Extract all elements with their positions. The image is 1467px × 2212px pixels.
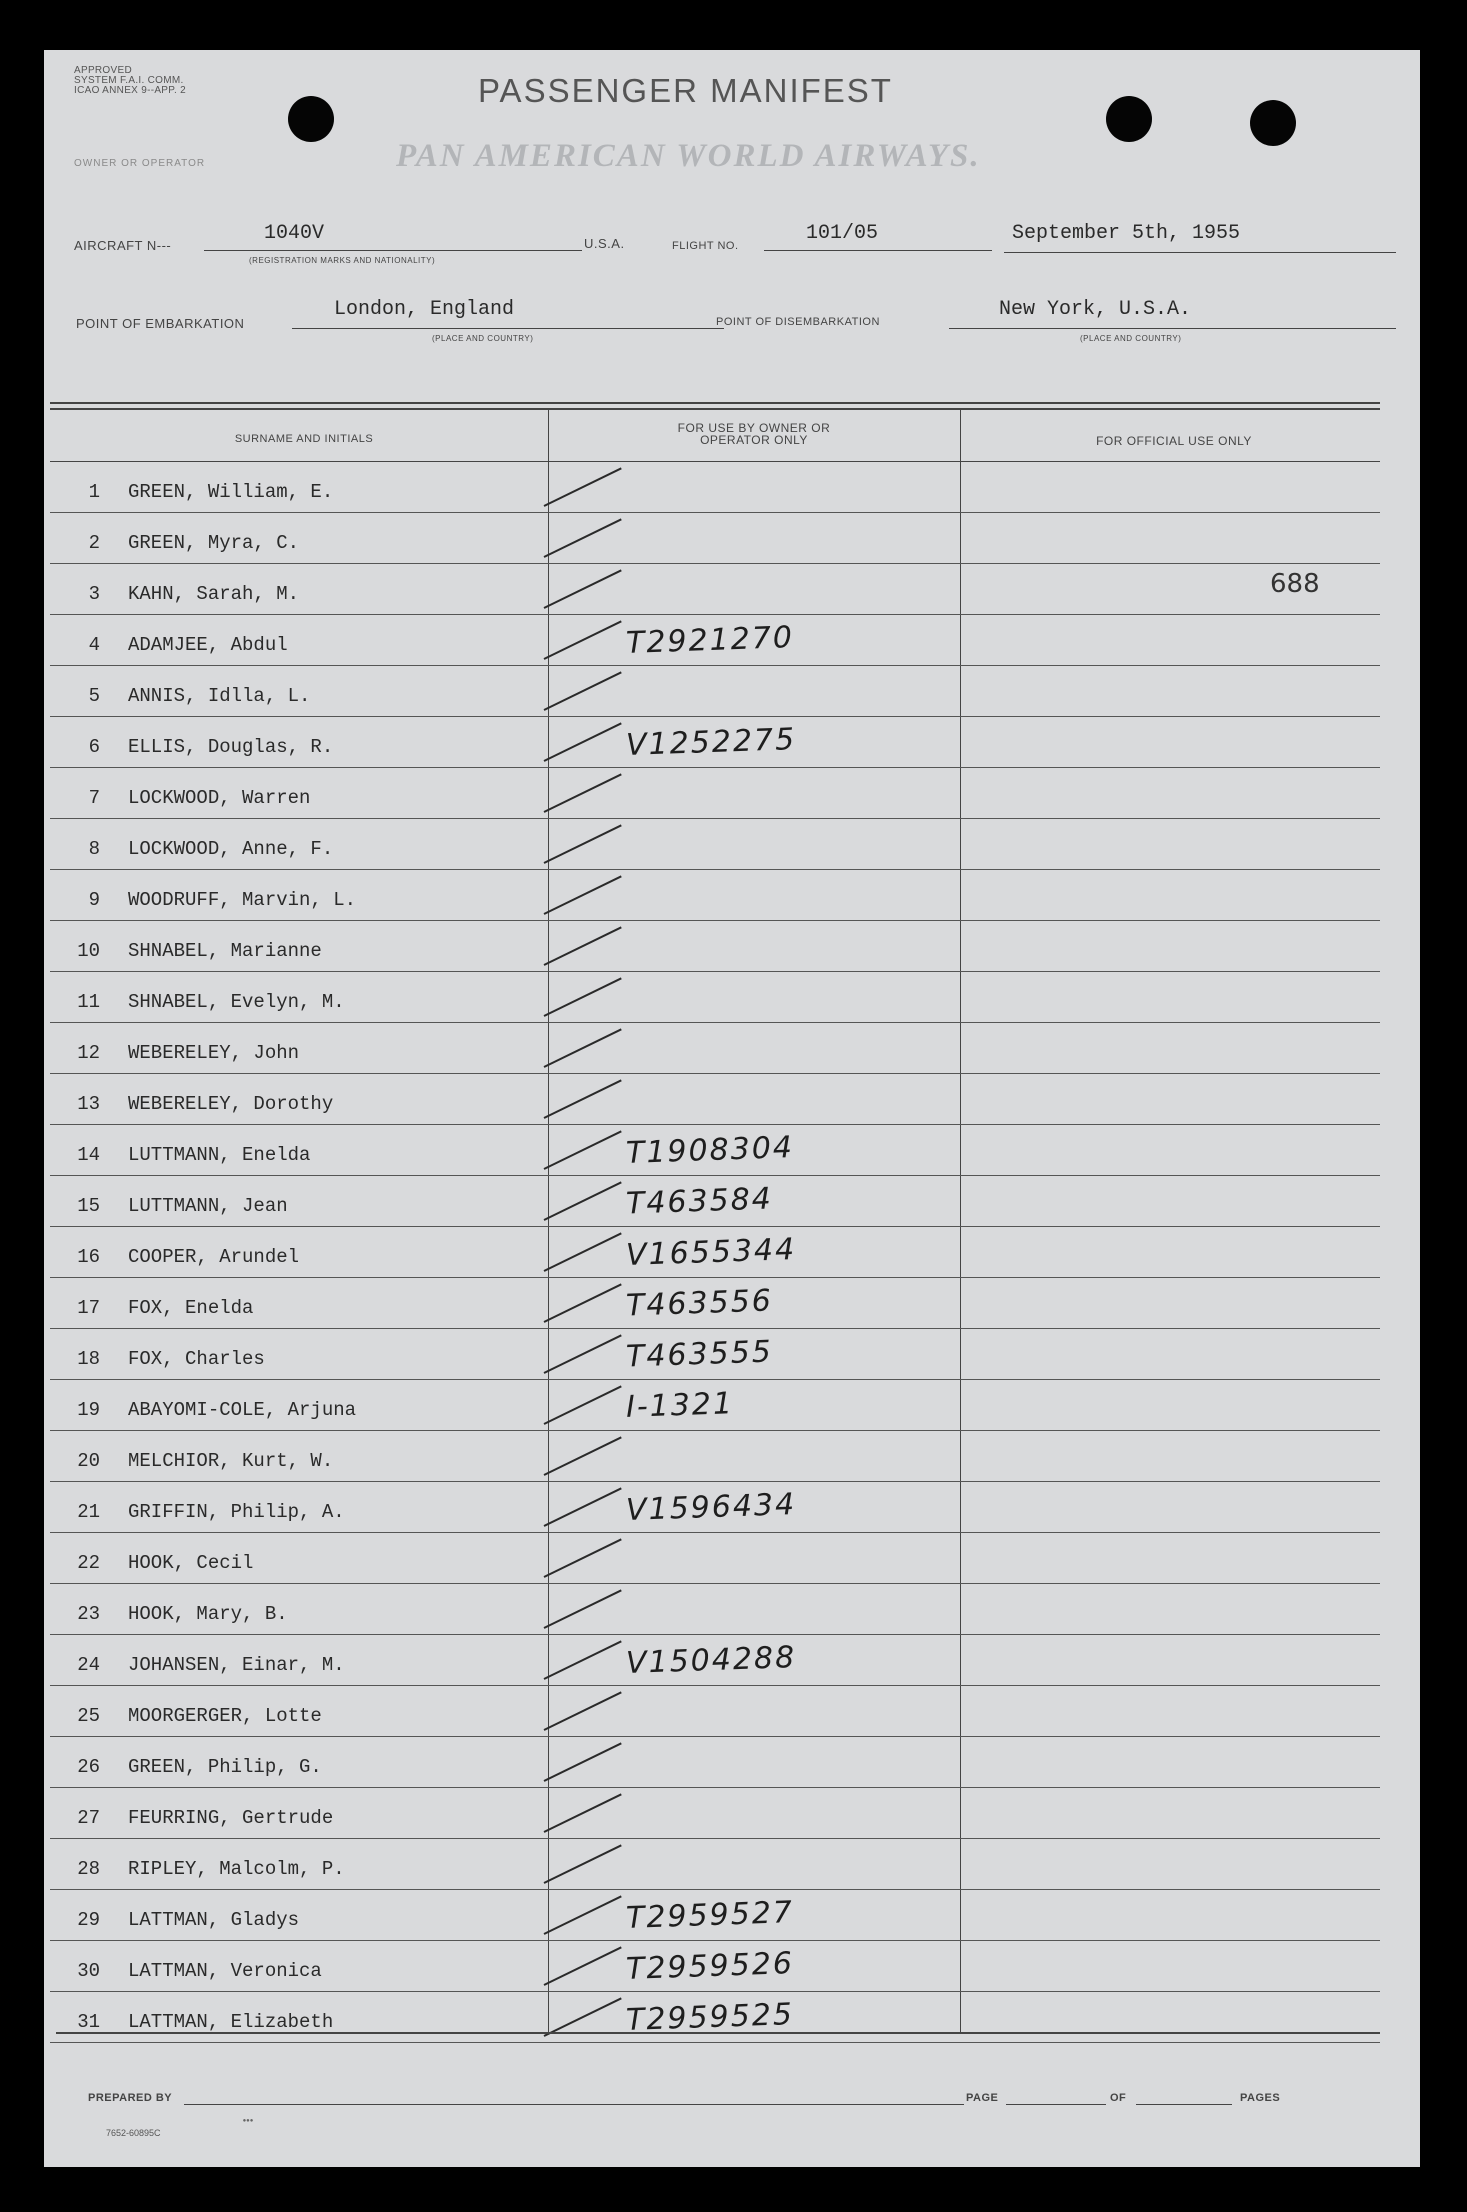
pages-label: PAGES	[1240, 2092, 1281, 2104]
disembarkation-value: New York, U.S.A.	[999, 298, 1192, 321]
passenger-name: ABAYOMI-COLE, Arjuna	[128, 1399, 357, 1421]
check-mark-icon	[544, 569, 622, 608]
embarkation-sublabel: (PLACE AND COUNTRY)	[432, 334, 534, 343]
passenger-name: SHNABEL, Marianne	[128, 940, 322, 962]
check-mark-icon	[544, 1232, 622, 1271]
row-number: 22	[77, 1552, 100, 1574]
check-mark-icon	[544, 1181, 622, 1220]
row-number: 25	[77, 1705, 100, 1727]
passenger-name: LUTTMANN, Jean	[128, 1195, 288, 1217]
table-row	[50, 1992, 1380, 2043]
row-number: 16	[77, 1246, 100, 1268]
passenger-name: MELCHIOR, Kurt, W.	[128, 1450, 334, 1472]
check-mark-icon	[544, 1691, 622, 1730]
passenger-name: RIPLEY, Malcolm, P.	[128, 1858, 345, 1880]
passenger-name: LATTMAN, Gladys	[128, 1909, 300, 1931]
passenger-name: JOHANSEN, Einar, M.	[128, 1654, 345, 1676]
row-number: 13	[77, 1093, 100, 1115]
passenger-name: GREEN, Myra, C.	[128, 532, 300, 554]
check-mark-icon	[544, 773, 622, 812]
check-mark-icon	[544, 926, 622, 965]
check-mark-icon	[544, 1385, 622, 1424]
check-mark-icon	[544, 1742, 622, 1781]
row-number: 12	[77, 1042, 100, 1064]
check-mark-icon	[544, 1589, 622, 1628]
passport-number: V1504288	[625, 1640, 797, 1681]
check-mark-icon	[544, 1130, 622, 1169]
row-number: 8	[88, 838, 100, 860]
manifest-sheet	[44, 50, 1420, 2167]
table-row	[50, 1635, 1380, 1686]
row-number: 4	[88, 634, 100, 656]
passport-number: T463584	[625, 1181, 774, 1222]
passenger-name: WEBERELEY, John	[128, 1042, 300, 1064]
passenger-name: GREEN, Philip, G.	[128, 1756, 322, 1778]
table-row	[50, 1839, 1380, 1890]
row-number: 29	[77, 1909, 100, 1931]
table-row	[50, 1380, 1380, 1431]
column-header-official: FOR OFFICIAL USE ONLY	[1096, 434, 1252, 448]
table-row	[50, 768, 1380, 819]
check-mark-icon	[544, 1487, 622, 1526]
row-number: 18	[77, 1348, 100, 1370]
table-row	[50, 1227, 1380, 1278]
form-number: 7652-60895C	[106, 2128, 161, 2138]
passport-number: T463556	[625, 1283, 774, 1324]
row-number: 24	[77, 1654, 100, 1676]
row-number: 15	[77, 1195, 100, 1217]
check-mark-icon	[544, 722, 622, 761]
table-row	[50, 1278, 1380, 1329]
passenger-name: ADAMJEE, Abdul	[128, 634, 288, 656]
passport-number: T2959527	[625, 1895, 795, 1936]
passenger-name: ANNIS, Idlla, L.	[128, 685, 311, 707]
row-number: 5	[88, 685, 100, 707]
row-number: 19	[77, 1399, 100, 1421]
passenger-name: GREEN, William, E.	[128, 481, 334, 503]
row-number: 21	[77, 1501, 100, 1523]
table-row	[50, 1890, 1380, 1941]
operator-name: PAN AMERICAN WORLD AIRWAYS.	[396, 138, 981, 174]
column-header-names: SURNAME AND INITIALS	[234, 433, 374, 445]
table-row	[50, 1329, 1380, 1380]
passport-number: V1596434	[625, 1487, 797, 1528]
check-mark-icon	[544, 1283, 622, 1322]
passenger-name: HOOK, Cecil	[128, 1552, 254, 1574]
passport-number: T2959526	[625, 1946, 795, 1987]
check-mark-icon	[544, 1997, 622, 2036]
row-number: 1	[88, 481, 100, 503]
passenger-name: WEBERELEY, Dorothy	[128, 1093, 334, 1115]
passport-number: T2959525	[625, 1997, 795, 2038]
punch-hole-right-2	[1250, 100, 1296, 146]
table-row	[50, 1482, 1380, 1533]
row-number: 27	[77, 1807, 100, 1829]
passenger-name: LATTMAN, Veronica	[128, 1960, 322, 1982]
table-row	[50, 1737, 1380, 1788]
page-label: PAGE	[966, 2092, 999, 2104]
table-row	[50, 1431, 1380, 1482]
table-row	[50, 1788, 1380, 1839]
check-mark-icon	[544, 1079, 622, 1118]
row-number: 2	[88, 532, 100, 554]
check-mark-icon	[544, 824, 622, 863]
check-mark-icon	[544, 1334, 622, 1373]
passenger-name: COOPER, Arundel	[128, 1246, 300, 1268]
row-number: 31	[77, 2011, 100, 2033]
passenger-name: ELLIS, Douglas, R.	[128, 736, 334, 758]
row-number: 23	[77, 1603, 100, 1625]
embarkation-value: London, England	[334, 298, 515, 321]
passenger-name: WOODRUFF, Marvin, L.	[128, 889, 357, 911]
table-row	[50, 1125, 1380, 1176]
row-number: 26	[77, 1756, 100, 1778]
passenger-name: SHNABEL, Evelyn, M.	[128, 991, 345, 1013]
table-row	[50, 513, 1380, 564]
check-mark-icon	[544, 1028, 622, 1067]
row-number: 3	[88, 583, 100, 605]
table-row	[50, 666, 1380, 717]
check-mark-icon	[544, 467, 622, 506]
flight-label: FLIGHT NO.	[672, 240, 739, 252]
passenger-name: KAHN, Sarah, M.	[128, 583, 300, 605]
check-mark-icon	[544, 1538, 622, 1577]
check-mark-icon	[544, 875, 622, 914]
table-row	[50, 615, 1380, 666]
date-value: September 5th, 1955	[1012, 222, 1241, 245]
prepared-by-label: PREPARED BY	[88, 2092, 173, 2104]
flight-value: 101/05	[806, 222, 879, 245]
row-number: 17	[77, 1297, 100, 1319]
form-title: PASSENGER MANIFEST	[478, 72, 893, 109]
check-mark-icon	[544, 1844, 622, 1883]
column-header-owner: FOR USE BY OWNER OR OPERATOR ONLY	[677, 421, 831, 447]
passenger-name: HOOK, Mary, B.	[128, 1603, 288, 1625]
table-row	[50, 921, 1380, 972]
passenger-name: LOCKWOOD, Anne, F.	[128, 838, 334, 860]
row-number: 6	[88, 736, 100, 758]
check-mark-icon	[544, 1793, 622, 1832]
owner-operator-label: OWNER OR OPERATOR	[74, 158, 206, 169]
table-row	[50, 972, 1380, 1023]
table-row	[50, 462, 1380, 513]
registration-sublabel: (REGISTRATION MARKS AND NATIONALITY)	[249, 256, 436, 265]
check-mark-icon	[544, 1946, 622, 1985]
embarkation-label: POINT OF EMBARKATION	[76, 316, 245, 331]
passenger-name: MOORGERGER, Lotte	[128, 1705, 322, 1727]
printer-seal-icon: ●●●	[242, 2118, 254, 2124]
row-number: 11	[77, 991, 100, 1013]
aircraft-value: 1040V	[264, 222, 325, 245]
table-row	[50, 1176, 1380, 1227]
punch-hole-right-1	[1106, 96, 1152, 142]
row-number: 9	[88, 889, 100, 911]
row-number: 30	[77, 1960, 100, 1982]
table-row	[50, 1533, 1380, 1584]
passport-number: V1252275	[625, 722, 797, 763]
passenger-name: LATTMAN, Elizabeth	[128, 2011, 334, 2033]
table-row	[50, 870, 1380, 921]
table-row	[50, 819, 1380, 870]
passport-number: T2921270	[625, 620, 795, 661]
official-note: 688	[1270, 569, 1320, 599]
check-mark-icon	[544, 620, 622, 659]
table-row	[50, 1023, 1380, 1074]
check-mark-icon	[544, 518, 622, 557]
check-mark-icon	[544, 1640, 622, 1679]
table-row	[50, 1584, 1380, 1635]
punch-hole-left	[288, 96, 334, 142]
passport-number: V1655344	[625, 1232, 797, 1273]
passenger-name: FOX, Charles	[128, 1348, 265, 1370]
row-number: 7	[88, 787, 100, 809]
check-mark-icon	[544, 977, 622, 1016]
of-label: OF	[1110, 2092, 1127, 2104]
row-number: 10	[77, 940, 100, 962]
passport-number: I-1321	[625, 1386, 735, 1425]
passport-number: T463555	[625, 1334, 774, 1375]
passenger-name: LOCKWOOD, Warren	[128, 787, 311, 809]
approval-note: APPROVED SYSTEM F.A.I. COMM. ICAO ANNEX 9--APP. 2	[74, 65, 186, 96]
passenger-name: FOX, Enelda	[128, 1297, 254, 1319]
table-row	[50, 1941, 1380, 1992]
passenger-name: FEURRING, Gertrude	[128, 1807, 334, 1829]
table-row	[50, 1686, 1380, 1737]
usa-label: U.S.A.	[584, 236, 625, 251]
check-mark-icon	[544, 1895, 622, 1934]
table-row	[50, 717, 1380, 768]
table-row	[50, 564, 1380, 615]
disembarkation-sublabel: (PLACE AND COUNTRY)	[1080, 334, 1182, 343]
passenger-name: LUTTMANN, Enelda	[128, 1144, 311, 1166]
passenger-name: GRIFFIN, Philip, A.	[128, 1501, 345, 1523]
row-number: 28	[77, 1858, 100, 1880]
row-number: 20	[77, 1450, 100, 1472]
check-mark-icon	[544, 671, 622, 710]
check-mark-icon	[544, 1436, 622, 1475]
row-number: 14	[77, 1144, 100, 1166]
table-row	[50, 1074, 1380, 1125]
disembarkation-label: POINT OF DISEMBARKATION	[716, 316, 880, 328]
passport-number: T1908304	[625, 1130, 795, 1171]
aircraft-label: AIRCRAFT N---	[74, 238, 172, 253]
